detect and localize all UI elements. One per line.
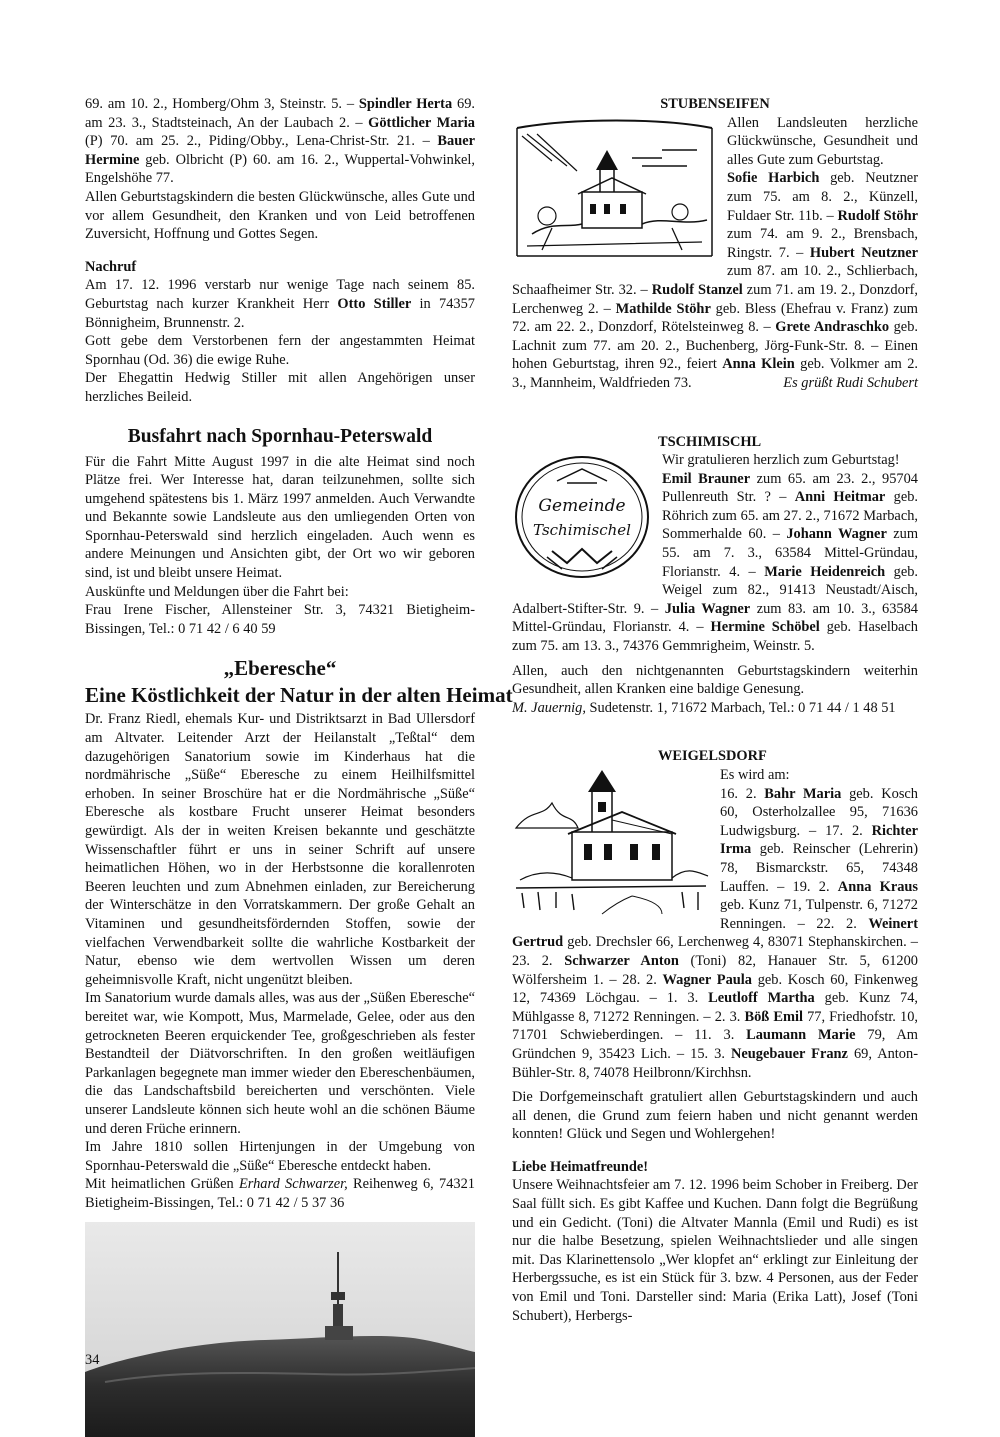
text-run: in 74357 Bönnigheim, Brunnenstr. 2.: [85, 295, 475, 331]
person-name: Emil Brauner: [662, 470, 751, 487]
eberesche-text-3: Im Jahre 1810 sollen Hirtenjungen in der Umgebung von Spornhau-Peterswald die „Süße“ Eberesche entdeckt haben.: [85, 1139, 475, 1174]
eberesche-greeting: Mit heimatlichen Grüßen Erhard Schwarzer, Reihenweg 6, 74321 Bietigheim-Bissingen, Tel.: 0 71 42 / 5 37 36: [85, 1176, 475, 1211]
text-run: geb. Reinscher (Lehrerin) 78, Bismarckstr. 65, 74348 Lauffen. – 19. 2.: [720, 841, 918, 895]
eberesche-subtitle: Eine Köstlichkeit der Natur in der alten Heimat: [85, 683, 513, 708]
nachruf-text: [85, 276, 475, 332]
stubenseifen-heading: STUBENSEIFEN: [660, 96, 770, 112]
stubenseifen-signature: Es grüßt Rudi Schubert: [783, 374, 918, 391]
person-name: Weinert Gertrud: [512, 915, 918, 951]
person-name: Rudolf Stöhr: [837, 207, 918, 224]
text-run: geb. Olbricht (P) 60. am 16. 2., Wuppertal-Vohwinkel, Engelshöhe 77.: [85, 151, 475, 187]
tschimischl-heading: TSCHIMISCHL: [658, 433, 762, 450]
text-run: zum 71. am 19. 2., Donzdorf, Lerchenweg 2. –: [512, 281, 918, 317]
busfahrt-text: Für die Fahrt Mitte August 1997 in die alte Heimat sind noch Plätze frei. Wer Interesse hat, daran teilzunehmen, sollte sich umgehend spätestens bis 1. März 1997 anmelden. Auch Verwandte und Bekannte sowie Landsleute aus den umliegenden Orten von Spornhau-Peterswald sind herzlich eingeladen. Auch wenn es andere Meinungen und Ansichten gibt, der Ort wo wir geboren sind, ist und bleibt unsere Heimat.: [85, 453, 475, 582]
eberesche-author: Erhard Schwarzer,: [238, 1176, 348, 1193]
person-name: Böß Emil: [744, 1008, 803, 1025]
person-name: Laumann Marie: [746, 1027, 856, 1044]
person-name: Richter Irma: [720, 822, 918, 858]
liebe-heimatfreunde-text: Unsere Weihnachtsfeier am 7. 12. 1996 beim Schober in Freiberg. Der Saal füllt sich. Es gibt Kaffee und Kuchen. Dann folgt die Begrüßung und ein Gedicht. (Toni) die Altvater Mannla (Emil und Rudi) es ist nur die halbe Besetzung, spielen Weihnachtslieder und alle singen mit. Das Klarinettensolo „Wer klopfet an“ erklingt zur Einleitung der Herbergssuche, es ist ein Stück für 3. bzw. 4 Personen, aus der Feder von Emil und Toni. Darsteller sind: Maria (Erika Latt), Josef (Toni Schubert), Herbergs-: [512, 1177, 918, 1324]
person-name: Wagner Paula: [662, 971, 752, 988]
weigelsdorf-intro: Es wird am:: [720, 767, 790, 783]
person-name: Hermine Schöbel: [710, 619, 820, 636]
person-name: Schwarzer Anton: [564, 952, 679, 969]
nachruf-heading: Nachruf: [85, 258, 137, 275]
eberesche-text-2: Im Sanatorium wurde damals alles, was aus der „Süßen Eberesche“ bereitet war, wie Kompott, Mus, Marmelade, Gelee, oder aus den getrockneten Beeren erquickender Tee, großgeschrieben als fester Bestandteil der Diätvorschriften. In den großen weitläufigen Parkanlagen begegnete man immer wieder den Ebereschenbäumen, die das Landschaftsbild bereicherten und verschönten. Viele unserer Landsleute können sich heute wohl an die schönen Bäume und deren Früche erinnern.: [85, 990, 475, 1137]
left-column: [85, 95, 513, 1437]
text-run: geb. Kunz 71, Tulpenstr. 6, 71272 Renningen. – 22. 2.: [720, 897, 918, 932]
person-name: Julia Wagner: [664, 600, 751, 617]
text-run: geb. Lachnit zum 77. am 20. 2., Buchenberg, Jörg-Funk-Str. 8. – Einen hohen Geburtstag, ihren 92., feiert: [512, 319, 918, 373]
eberesche-title: „Eberesche“: [223, 656, 337, 681]
person-name: Otto Stiller: [337, 295, 412, 312]
text-run: geb. Drechsler 66, Lerchenweg 4, 83071 Stephanskirchen. – 23. 2.: [512, 934, 918, 969]
person-name: Bahr Maria: [764, 785, 842, 802]
person-name: Bauer Hermine: [85, 133, 475, 168]
text-run: 69, Anton-Bühler-Str. 8, 74078 Heilbronn/Kirchhsn.: [512, 1045, 918, 1081]
weigelsdorf-church-drawing: [512, 768, 710, 916]
stubenseifen-church-drawing: [512, 116, 717, 261]
person-name: Anna Klein: [722, 356, 795, 373]
text-run: zum 55. am 7. 3., 63584 Mittel-Gründau, Florianstr. 4. –: [662, 526, 919, 580]
eberesche-text: Dr. Franz Riedl, ehemals Kur- und Distriktsarzt in Bad Ullersdorf am Altvater. Leitender Arzt der Heilanstalt „Teßtal“ dem dazugehörigen Sanatorium sowie im Kinderhaus hat die nordmährische „Süße“ Eberesche zu einem Heilhilfsmittel erhoben. In seiner Broschüre hat er die Nordmährische „Süße“ Eberesche als kostbare Frucht unserer Heimat besonders gewürdigt. Als der in weiten Kreisen bekannte und geschätzte Wissenschaftler führt er uns in seiner Schrift auf unsere heimatlichen Höhen, wo in der Herbstsonne die korallenroten Beeren leuchten und zum Abnehmen einladen, zur Bereicherung der Winterschätze in den Vorratskammern. Der große Gehalt an Vitaminen und gesundheitsfördernden Stoffen, sowie der vielfachen Verwendbarkeit sollte die wahrliche Kostbarkeit der Natur, ebenso wie dem wertvollen Wissen um deren geheimnisvolle Kraft, nicht ungenützt bleiben.: [85, 711, 475, 988]
text-run: geb. Volkmer am 2. 3., Mannheim, Waldfrieden 73.: [512, 356, 918, 391]
person-name: Neugebauer Franz: [731, 1045, 848, 1062]
tschimischl-sign-name: M. Jauernig,: [512, 699, 586, 716]
stamp-line-2: Tschimischel: [533, 521, 631, 540]
text-run: 16. 2.: [720, 785, 765, 802]
text-run: 69. am 10. 2., Homberg/Ohm 3, Steinstr. 5. –: [85, 96, 359, 112]
tschimischl-wishes: Allen, auch den nichtgenannten Geburtstagskindern weiterhin Gesundheit, allen Kranken eine baldige Genesung.: [512, 662, 918, 698]
text-run: geb. Kosch 60, Finkenweg 12, 74369 Löchgau. – 1. 3.: [512, 971, 918, 1007]
person-name: Göttlicher Maria: [368, 114, 475, 131]
person-name: Hubert Neutzner: [809, 244, 918, 261]
stubenseifen-intro: Allen Landsleuten herzliche Glückwünsche, Gesundheit und alles Gute zum Geburtstag.: [727, 114, 918, 168]
text-run: (P) 70. am 25. 2., Piding/Obby., Lena-Christ-Str. 21. –: [85, 133, 438, 150]
busfahrt-info: Auskünfte und Meldungen über die Fahrt bei:: [85, 583, 349, 600]
nachruf-text-3: Der Ehegattin Hedwig Stiller mit allen Angehörigen unser herzliches Beileid.: [85, 370, 475, 405]
text-run: zum 74. am 9. 2., Brensbach, Ringstr. 7. –: [727, 226, 918, 261]
person-name: Sofie Harbich: [727, 170, 820, 187]
text-run: geb. Neutzner zum 75. am 8. 2., Künzell, Fuldaer Str. 11b. –: [727, 170, 918, 224]
tschimischl-stamp: [512, 453, 652, 581]
person-name: Mathilde Stöhr: [615, 300, 711, 317]
person-name: Johann Wagner: [786, 526, 887, 543]
person-name: Spindler Herta: [358, 96, 453, 112]
text-run: zum 87. am 10. 2., Schlierbach, Schaafheimer Str. 32. –: [512, 263, 918, 298]
text-run: geb. Kunz 74, Mühlgasse 8, 71272 Renningen. – 2. 3.: [512, 990, 918, 1025]
person-name: Grete Andraschko: [775, 319, 890, 336]
tschimischl-sign: M. Jauernig, Sudetenstr. 1, 71672 Marbach, Tel.: 0 71 44 / 1 48 51: [512, 699, 896, 716]
person-name: Marie Heidenreich: [764, 563, 886, 580]
person-name: Rudolf Stanzel: [651, 281, 743, 298]
tschimischl-intro: Wir gratulieren herzlich zum Geburtstag!: [662, 452, 900, 469]
text-run: zum 83. am 10. 3., 63584 Mittel-Gründau, Florianstr. 4. –: [512, 600, 918, 636]
text-run: 79, Am Gründchen 9, 35423 Lich. – 15. 3.: [512, 1027, 918, 1062]
birthday-wishes: Allen Geburtstagskindern die besten Glückwünsche, alles Gute und vor allem Gesundheit, den Kranken und von Leid betroffenen Zuversicht, Hoffnung und Gottes Segen.: [85, 188, 475, 243]
page-number: 34: [85, 1352, 100, 1368]
weigelsdorf-heading: WEIGELSDORF: [658, 748, 767, 765]
stamp-line-1: Gemeinde: [538, 496, 626, 517]
person-name: Anni Heitmar: [794, 489, 886, 506]
weigelsdorf-wishes: Die Dorfgemeinschaft gratuliert allen Geburtstagskindern und auch all denen, die Grund zum feiern haben und nicht genannt werden konnten! Glück und Segen und Wohlergehen!: [512, 1089, 918, 1143]
birthdays-continued: [85, 95, 475, 188]
busfahrt-contact: Frau Irene Fischer, Allensteiner Str. 3, 74321 Bietigheim-Bissingen, Tel.: 0 71 42 / 6 40 59: [85, 602, 475, 637]
person-name: Leutloff Martha: [708, 990, 815, 1007]
text-run: geb. Weigel zum 82., 91413 Neustadt/Aisch, Adalbert-Stifter-Str. 9. –: [512, 563, 919, 617]
nachruf-text-2: Gott gebe dem Verstorbenen fern der angestammten Heimat Spornhau (Od. 36) die ewige Ruhe.: [85, 333, 475, 368]
text-run: geb. Haselbach zum 75. am 13. 3., 74376 Gemmrigheim, Weinstr. 5.: [512, 619, 918, 655]
landscape-photo: [85, 1222, 475, 1437]
text-run: geb. Kosch 60, Osterholzallee 95, 71636 Ludwigsburg. – 17. 2.: [720, 785, 918, 839]
busfahrt-title: Busfahrt nach Spornhau-Peterswald: [127, 425, 433, 447]
person-name: Anna Kraus: [837, 878, 919, 895]
text-run: 77, Friedhofstr. 10, 71701 Schwieberdingen. – 11. 3.: [512, 1008, 918, 1044]
right-column: [512, 95, 918, 1325]
text-run: geb. Röhrich zum 65. am 27. 2., 71672 Marbach, Sommerhalde 60. –: [662, 489, 918, 543]
text-run: zum 65. am 23. 2., 95704 Pullenreuth Str. ? –: [662, 470, 918, 506]
liebe-heimatfreunde-heading: Liebe Heimatfreunde!: [512, 1158, 649, 1175]
text-run: Am 17. 12. 1996 verstarb nur wenige Tage nach seinem 85. Geburtstag nach kurzer Krankheit Herr: [85, 277, 475, 312]
text-run: 69. am 23. 3., Stadtsteinach, An der Laubach 2. –: [85, 96, 475, 131]
text-run: (Toni) 82, Hanauer Str. 5, 61200 Wölfersheim 1. – 28. 2.: [512, 952, 919, 988]
text-run: geb. Bless (Ehefrau v. Franz) zum 72. am 22. 2., Donzdorf, Rötelsteinweg 8. –: [512, 300, 918, 336]
